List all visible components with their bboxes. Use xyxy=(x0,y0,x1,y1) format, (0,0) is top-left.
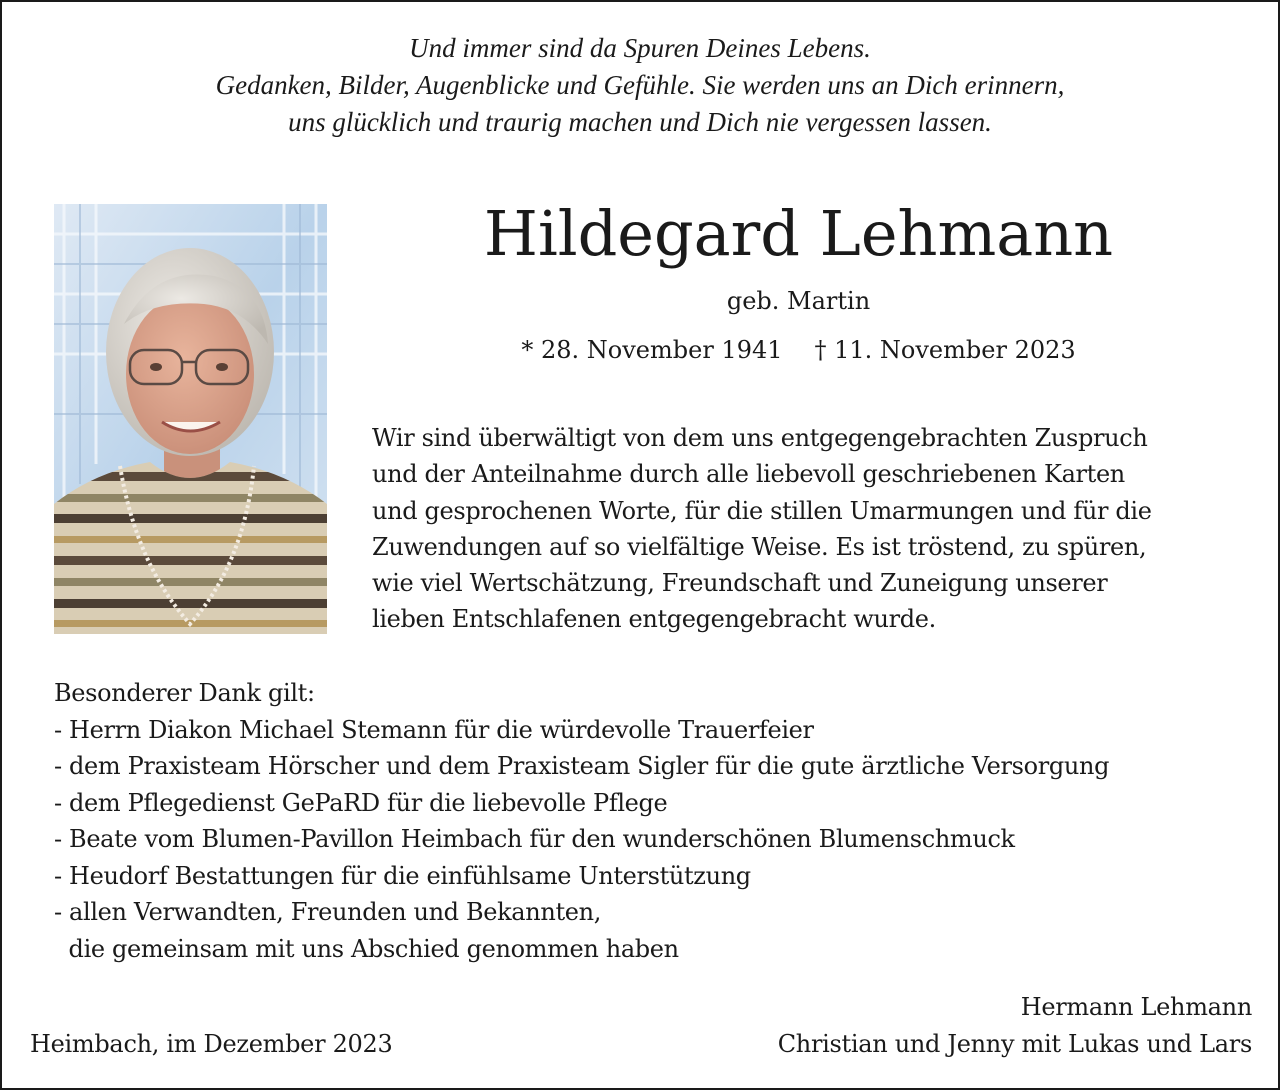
thanks-line: Zuwendungen auf so vielfältige Weise. Es ist tröstend, zu spüren, xyxy=(372,532,1147,561)
signers xyxy=(778,989,1252,1063)
thanks-line: und der Anteilnahme durch alle liebevoll geschriebenen Karten xyxy=(372,460,1125,489)
thanks-line: wie viel Wertschätzung, Freundschaft und Zuneigung unserer xyxy=(372,569,1108,598)
special-thanks-item: die gemeinsam mit uns Abschied genommen haben xyxy=(54,934,679,963)
deceased-name: Hildegard Lehmann xyxy=(483,197,1114,270)
thanks-line: und gesprochenen Worte, für die stillen Umarmungen und für die xyxy=(372,496,1152,525)
special-thanks-list xyxy=(54,675,1109,967)
signer-line: Hermann Lehmann xyxy=(1020,993,1252,1021)
special-thanks-item: - allen Verwandten, Freunden und Bekannten, xyxy=(54,898,602,926)
birth-date: * 28. November 1941 xyxy=(521,336,783,364)
motto-line: Gedanken, Bilder, Augenblicke und Gefühle. Sie werden uns an Dich erinnern, xyxy=(215,70,1065,100)
special-thanks-item: - dem Praxisteam Hörscher und dem Praxisteam Sigler für die gute ärztliche Versorgung xyxy=(54,752,1110,780)
special-thanks-item: - Heudorf Bestattungen für die einfühlsame Unterstützung xyxy=(54,861,751,890)
special-thanks-item: - Beate vom Blumen-Pavillon Heimbach für den wunderschönen Blumenschmuck xyxy=(54,825,1015,853)
thanks-line: lieben Entschlafenen entgegengebracht wurde. xyxy=(372,605,936,634)
thanks-line: Wir sind überwältigt von dem uns entgegengebrachten Zuspruch xyxy=(372,424,1148,452)
signer-line: Christian und Jenny mit Lukas und Lars xyxy=(777,1030,1252,1058)
maiden-name: geb. Martin xyxy=(726,287,871,315)
special-thanks-item: - Herrn Diakon Michael Stemann für die würdevolle Trauerfeier xyxy=(54,715,814,744)
thanks-paragraph xyxy=(372,420,1152,638)
life-dates xyxy=(352,334,1245,366)
place-and-date: Heimbach, im Dezember 2023 xyxy=(30,1030,393,1058)
portrait-photo xyxy=(54,204,327,634)
special-thanks-item: - dem Pflegedienst GePaRD für die liebevolle Pflege xyxy=(54,788,668,817)
death-date: † 11. November 2023 xyxy=(814,336,1076,364)
motto-verse xyxy=(2,30,1278,141)
motto-line: uns glücklich und traurig machen und Dich nie vergessen lassen. xyxy=(288,107,992,137)
motto-line: Und immer sind da Spuren Deines Lebens. xyxy=(409,33,871,63)
special-thanks-heading: Besonderer Dank gilt: xyxy=(54,679,315,707)
